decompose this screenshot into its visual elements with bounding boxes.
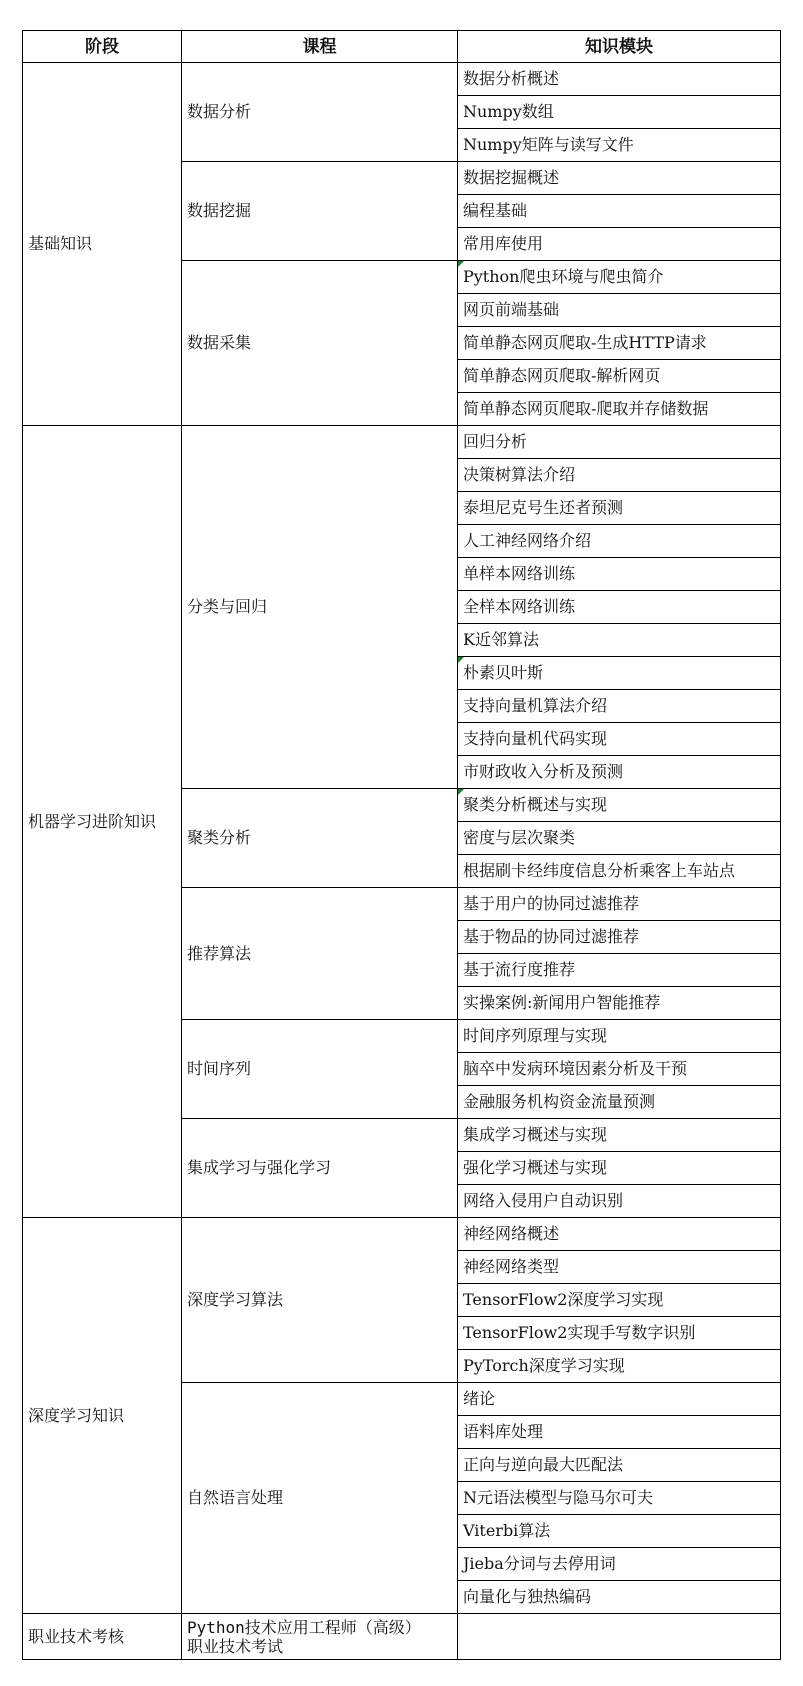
module-cell: 数据挖掘概述 xyxy=(458,162,781,195)
module-cell: 决策树算法介绍 xyxy=(458,459,781,492)
module-cell: 正向与逆向最大匹配法 xyxy=(458,1449,781,1482)
header-course: 课程 xyxy=(182,31,458,63)
module-cell: 支持向量机算法介绍 xyxy=(458,690,781,723)
module-cell: 实操案例:新闻用户智能推荐 xyxy=(458,987,781,1020)
module-cell: 聚类分析概述与实现 xyxy=(458,789,781,822)
table-row xyxy=(23,63,781,96)
header-stage: 阶段 xyxy=(23,31,182,63)
course-cell: 分类与回归 xyxy=(182,426,458,789)
course-cell xyxy=(182,1614,458,1660)
module-cell: TensorFlow2深度学习实现 xyxy=(458,1284,781,1317)
module-cell: 单样本网络训练 xyxy=(458,558,781,591)
module-cell: 强化学习概述与实现 xyxy=(458,1152,781,1185)
module-cell: 支持向量机代码实现 xyxy=(458,723,781,756)
module-cell: 基于物品的协同过滤推荐 xyxy=(458,921,781,954)
module-cell: 市财政收入分析及预测 xyxy=(458,756,781,789)
stage-cell: 深度学习知识 xyxy=(23,1218,182,1614)
course-cell: 数据采集 xyxy=(182,261,458,426)
module-cell: PyTorch深度学习实现 xyxy=(458,1350,781,1383)
course-cell: 自然语言处理 xyxy=(182,1383,458,1614)
module-cell: 向量化与独热编码 xyxy=(458,1581,781,1614)
exam-title-line2: 职业技术考试 xyxy=(187,1636,284,1656)
module-cell: 人工神经网络介绍 xyxy=(458,525,781,558)
module-cell: 金融服务机构资金流量预测 xyxy=(458,1086,781,1119)
table-row xyxy=(23,426,781,459)
header-row xyxy=(23,31,781,63)
course-cell: 深度学习算法 xyxy=(182,1218,458,1383)
course-cell: 推荐算法 xyxy=(182,888,458,1020)
module-cell: 编程基础 xyxy=(458,195,781,228)
module-cell: 神经网络类型 xyxy=(458,1251,781,1284)
course-cell: 集成学习与强化学习 xyxy=(182,1119,458,1218)
module-cell: 网络入侵用户自动识别 xyxy=(458,1185,781,1218)
module-cell: 朴素贝叶斯 xyxy=(458,657,781,690)
module-cell: Viterbi算法 xyxy=(458,1515,781,1548)
module-cell: 网页前端基础 xyxy=(458,294,781,327)
module-cell: 数据分析概述 xyxy=(458,63,781,96)
module-cell: 基于用户的协同过滤推荐 xyxy=(458,888,781,921)
curriculum-table xyxy=(22,30,781,1660)
course-cell: 时间序列 xyxy=(182,1020,458,1119)
table-row xyxy=(23,1218,781,1251)
module-cell xyxy=(458,1614,781,1660)
course-cell: 数据分析 xyxy=(182,63,458,162)
module-cell: 密度与层次聚类 xyxy=(458,822,781,855)
table-row xyxy=(23,1614,781,1660)
module-cell: Numpy数组 xyxy=(458,96,781,129)
module-cell: Jieba分词与去停用词 xyxy=(458,1548,781,1581)
module-cell: TensorFlow2实现手写数字识别 xyxy=(458,1317,781,1350)
module-cell: 绪论 xyxy=(458,1383,781,1416)
module-cell: 集成学习概述与实现 xyxy=(458,1119,781,1152)
module-cell: 脑卒中发病环境因素分析及干预 xyxy=(458,1053,781,1086)
module-cell: K近邻算法 xyxy=(458,624,781,657)
course-cell: 数据挖掘 xyxy=(182,162,458,261)
course-cell: 聚类分析 xyxy=(182,789,458,888)
module-cell: 回归分析 xyxy=(458,426,781,459)
curriculum-table-wrapper xyxy=(22,30,781,1660)
stage-cell: 机器学习进阶知识 xyxy=(23,426,182,1218)
stage-cell: 职业技术考核 xyxy=(23,1614,182,1660)
module-cell: 神经网络概述 xyxy=(458,1218,781,1251)
module-cell: 泰坦尼克号生还者预测 xyxy=(458,492,781,525)
module-cell: 根据刷卡经纬度信息分析乘客上车站点 xyxy=(458,855,781,888)
module-cell: 简单静态网页爬取-爬取并存储数据 xyxy=(458,393,781,426)
module-cell: 时间序列原理与实现 xyxy=(458,1020,781,1053)
module-cell: 常用库使用 xyxy=(458,228,781,261)
module-cell: 语料库处理 xyxy=(458,1416,781,1449)
module-cell: Numpy矩阵与读写文件 xyxy=(458,129,781,162)
stage-cell: 基础知识 xyxy=(23,63,182,426)
module-cell: Python爬虫环境与爬虫简介 xyxy=(458,261,781,294)
module-cell: N元语法模型与隐马尔可夫 xyxy=(458,1482,781,1515)
module-cell: 简单静态网页爬取-解析网页 xyxy=(458,360,781,393)
module-cell: 简单静态网页爬取-生成HTTP请求 xyxy=(458,327,781,360)
module-cell: 全样本网络训练 xyxy=(458,591,781,624)
exam-title-line1: Python技术应用工程师（高级） xyxy=(187,1617,421,1637)
header-module: 知识模块 xyxy=(458,31,781,63)
module-cell: 基于流行度推荐 xyxy=(458,954,781,987)
